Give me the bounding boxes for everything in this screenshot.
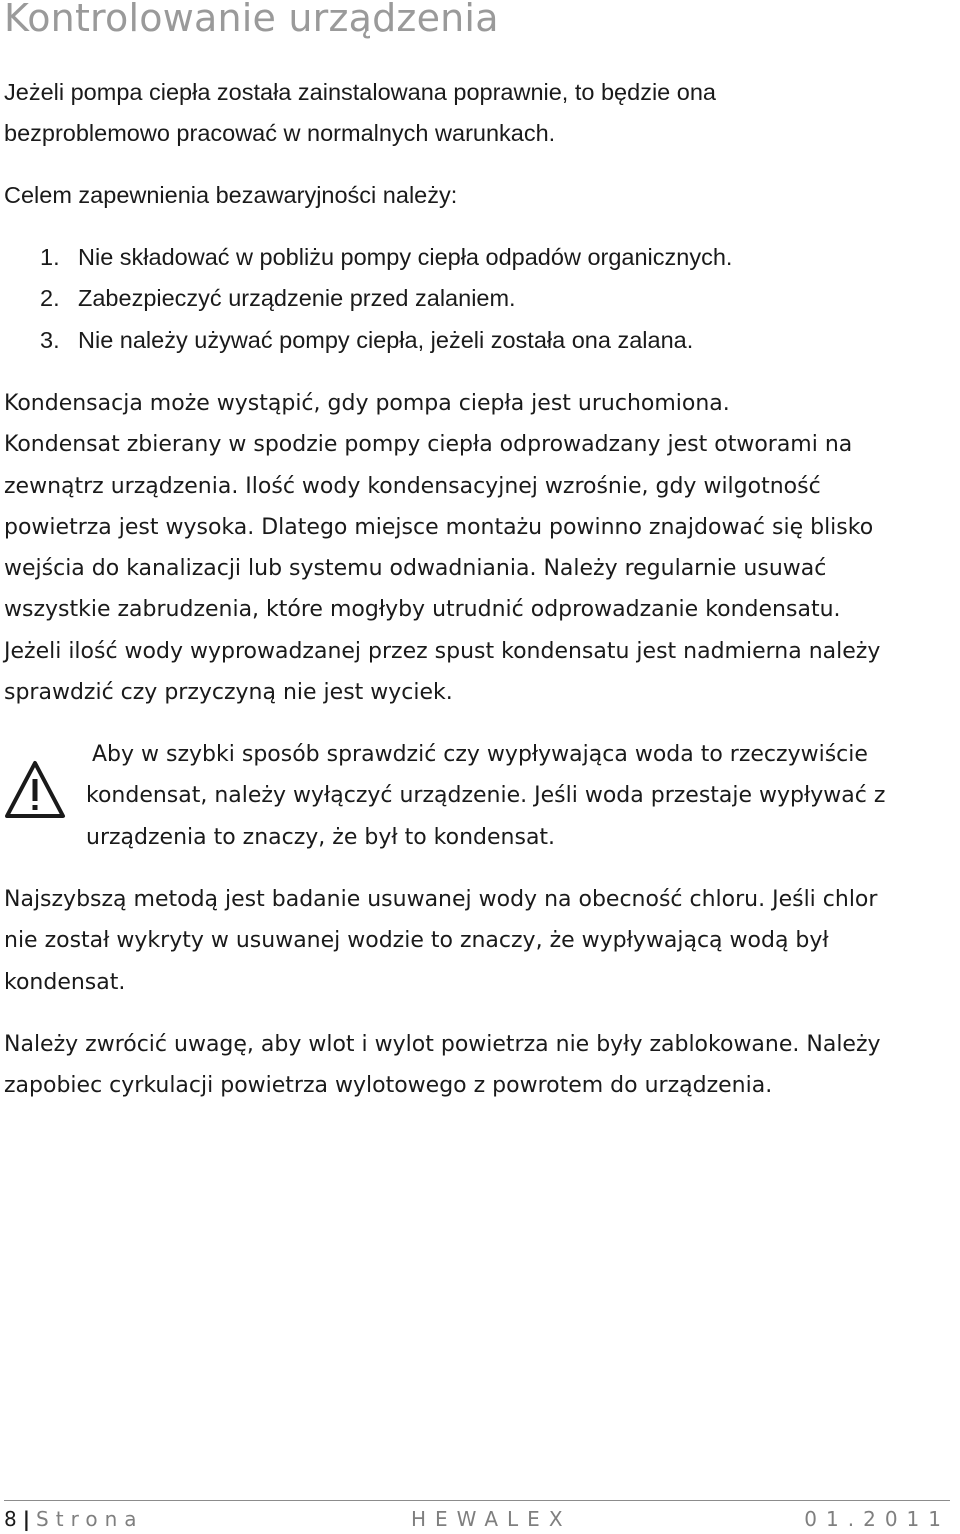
page-label: Strona	[36, 1507, 144, 1531]
text-line: wszystkie zabrudzenia, które mogłyby utrudnić odprowadzanie kondensatu.	[4, 597, 841, 623]
footer-separator: |	[22, 1507, 31, 1531]
text-line: sprawdzić czy przyczyną nie jest wyciek.	[4, 680, 453, 706]
list-item-text: Nie składować w pobliżu pompy ciepła odpadów organicznych.	[78, 244, 733, 270]
warning-triangle-icon	[4, 760, 66, 820]
page-footer	[4, 1504, 950, 1534]
list-item-number: 2.	[40, 285, 60, 312]
text-line: kondensat, należy wyłączyć urządzenie. Jeśli woda przestaje wypływać z	[86, 783, 886, 809]
list-item-text: Nie należy używać pompy ciepła, jeżeli została ona zalana.	[78, 326, 694, 353]
text-line: Najszybszą metodą jest badanie usuwanej wody na obecność chloru. Jeśli chlor	[4, 887, 878, 912]
list-lead-text: Celem zapewnienia bezawaryjności należy:	[4, 182, 458, 208]
text-line: kondensat.	[4, 969, 126, 995]
maintenance-steps-list	[40, 237, 732, 361]
document-date: 01.2011	[804, 1507, 950, 1531]
list-item-number: 3.	[40, 326, 60, 353]
page-number: 8	[4, 1507, 17, 1531]
list-item-number: 1.	[40, 244, 60, 270]
text-line: zewnątrz urządzenia. Ilość wody kondensacyjnej wzrośnie, gdy wilgotność	[4, 473, 821, 499]
text-line: nie został wykryty w usuwanej wodzie to znaczy, że wypływającą wodą był	[4, 928, 829, 954]
list-item	[40, 278, 732, 319]
text-line: Należy zwrócić uwagę, aby wlot i wylot powietrza nie były zablokowane. Należy	[4, 1032, 881, 1057]
list-item-text: Zabezpieczyć urządzenie przed zalaniem.	[78, 285, 516, 312]
text-line: powietrza jest wysoka. Dlatego miejsce montażu powinno znajdować się blisko	[4, 514, 874, 540]
text-line: wejścia do kanalizacji lub systemu odwadniania. Należy regularnie usuwać	[4, 556, 827, 582]
text-line: bezproblemowo pracować w normalnych warunkach.	[4, 120, 556, 147]
intro-paragraph	[4, 72, 949, 155]
list-item	[40, 320, 732, 361]
text-line: Jeżeli pompa ciepła została zainstalowana poprawnie, to będzie ona	[4, 79, 716, 105]
brand-name: HEWALEX	[411, 1507, 572, 1531]
text-line: Jeżeli ilość wody wyprowadzanej przez spust kondensatu jest nadmierna należy	[4, 638, 881, 664]
text-line: Kondensat zbierany w spodzie pompy ciepła odprowadzany jest otworami na	[4, 432, 853, 458]
chlorine-test-paragraph	[4, 879, 949, 1003]
page-title: Kontrolowanie urządzenia	[4, 0, 499, 40]
text-line: Kondensacja może wystąpić, gdy pompa ciepła jest uruchomiona.	[4, 391, 730, 416]
text-line: urządzenia to znaczy, że był to kondensat.	[86, 824, 556, 850]
text-line: Aby w szybki sposób sprawdzić czy wypływająca woda to rzeczywiście	[92, 742, 868, 767]
airflow-paragraph	[4, 1024, 949, 1107]
list-item	[40, 237, 732, 278]
warning-note	[86, 734, 946, 858]
text-line: zapobiec cyrkulacji powietrza wylotowego z powrotem do urządzenia.	[4, 1073, 773, 1099]
condensation-paragraph	[4, 383, 949, 713]
footer-divider	[4, 1500, 950, 1501]
